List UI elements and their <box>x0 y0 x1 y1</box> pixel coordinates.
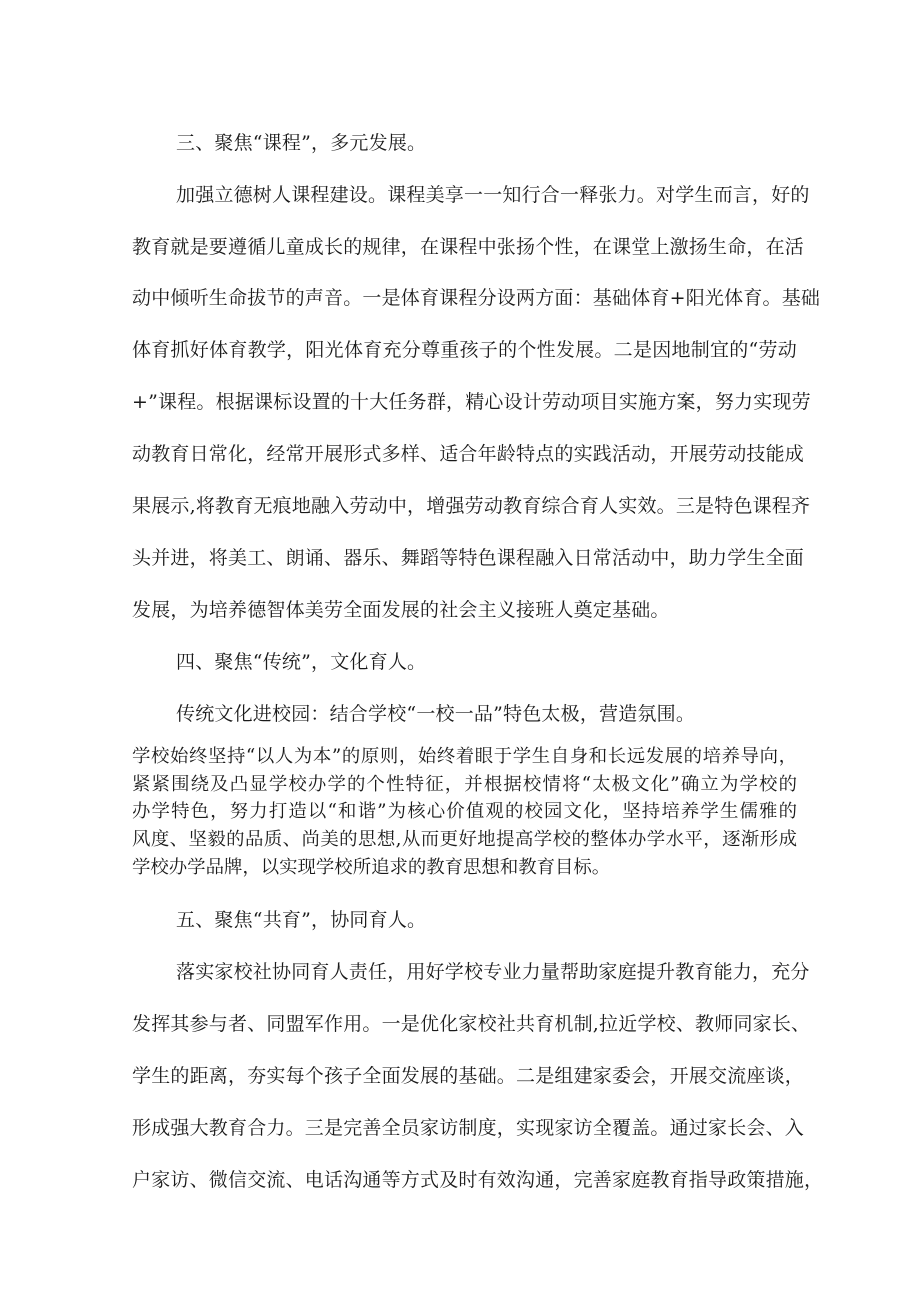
section-5-line-5: 户家访、微信交流、电话沟通等方式及时有效沟通，完善家庭教育指导政策措施， <box>132 1169 824 1191</box>
section-3-line-6: 动教育日常化，经常开展形式多样、适合年龄特点的实践活动，开展劳动技能成 <box>132 443 805 465</box>
section-3-line-2: 教育就是要遵循儿童成长的规律，在课程中张扬个性，在课堂上激扬生命，在活 <box>132 236 805 258</box>
section-5-line-2: 发挥其参与者、同盟军作用。一是优化家校社共育机制,拉近学校、教师同家长、 <box>132 1013 811 1035</box>
section-4-line-3: 办学特色，努力打造以“和谐”为核心价值观的校园文化，坚持培养学生儒雅的 <box>132 801 797 822</box>
section-3-line-5: +”课程。根据课标设置的十大任务群，精心设计劳动项目实施方案，努力实现劳 <box>132 391 811 413</box>
section-3-line-1: 加强立德树人课程建设。课程美享一一知行合一释张力。对学生而言，好的 <box>176 184 810 206</box>
section-4-line-5: 学校办学品牌，以实现学校所追求的教育思想和教育目标。 <box>132 857 611 878</box>
section-3-line-7: 果展示,将教育无痕地融入劳动中，增强劳动教育综合育人实效。三是特色课程齐 <box>132 495 811 517</box>
section-4-line-2: 紧紧围绕及凸显学校办学的个性特征，并根据校情将“太极文化”确立为学校的 <box>132 774 797 795</box>
section-3-line-4: 体育抓好体育教学，阳光体育充分尊重孩子的个性发展。二是因地制宜的“劳动 <box>132 339 797 361</box>
section-4-heading: 四、聚焦“传统”，文化育人。 <box>176 651 427 673</box>
section-5-line-4: 形成强大教育合力。三是完善全员家访制度，实现家访全覆盖。通过家长会、入 <box>132 1117 805 1139</box>
section-3-heading: 三、聚焦“课程”，多元发展。 <box>176 132 427 154</box>
section-5-heading: 五、聚焦“共育”，协同育人。 <box>176 909 427 931</box>
section-4-line-1: 学校始终坚持“以人为本”的原则，始终着眼于学生自身和长远发展的培养导向， <box>132 746 797 767</box>
section-5-line-1: 落实家校社协同育人责任，用好学校专业力量帮助家庭提升教育能力，充分 <box>176 961 810 983</box>
section-4-line-4: 风度、坚毅的品质、尚美的思想,从而更好地提高学校的整体办学水平，逐渐形成 <box>132 829 797 850</box>
section-3-line-3: 动中倾听生命拔节的声音。一是体育课程分设两方面：基础体育+阳光体育。基础 <box>132 287 821 309</box>
section-3-line-8: 头并进，将美工、朗诵、器乐、舞蹈等特色课程融入日常活动中，助力学生全面 <box>132 547 805 569</box>
section-4-intro: 传统文化进校园：结合学校“一校一品”特色太极，营造氛围。 <box>176 703 696 725</box>
section-3-line-9: 发展，为培养德智体美劳全面发展的社会主义接班人奠定基础。 <box>132 599 670 621</box>
section-5-line-3: 学生的距离，夯实每个孩子全面发展的基础。二是组建家委会，开展交流座谈， <box>132 1065 805 1087</box>
